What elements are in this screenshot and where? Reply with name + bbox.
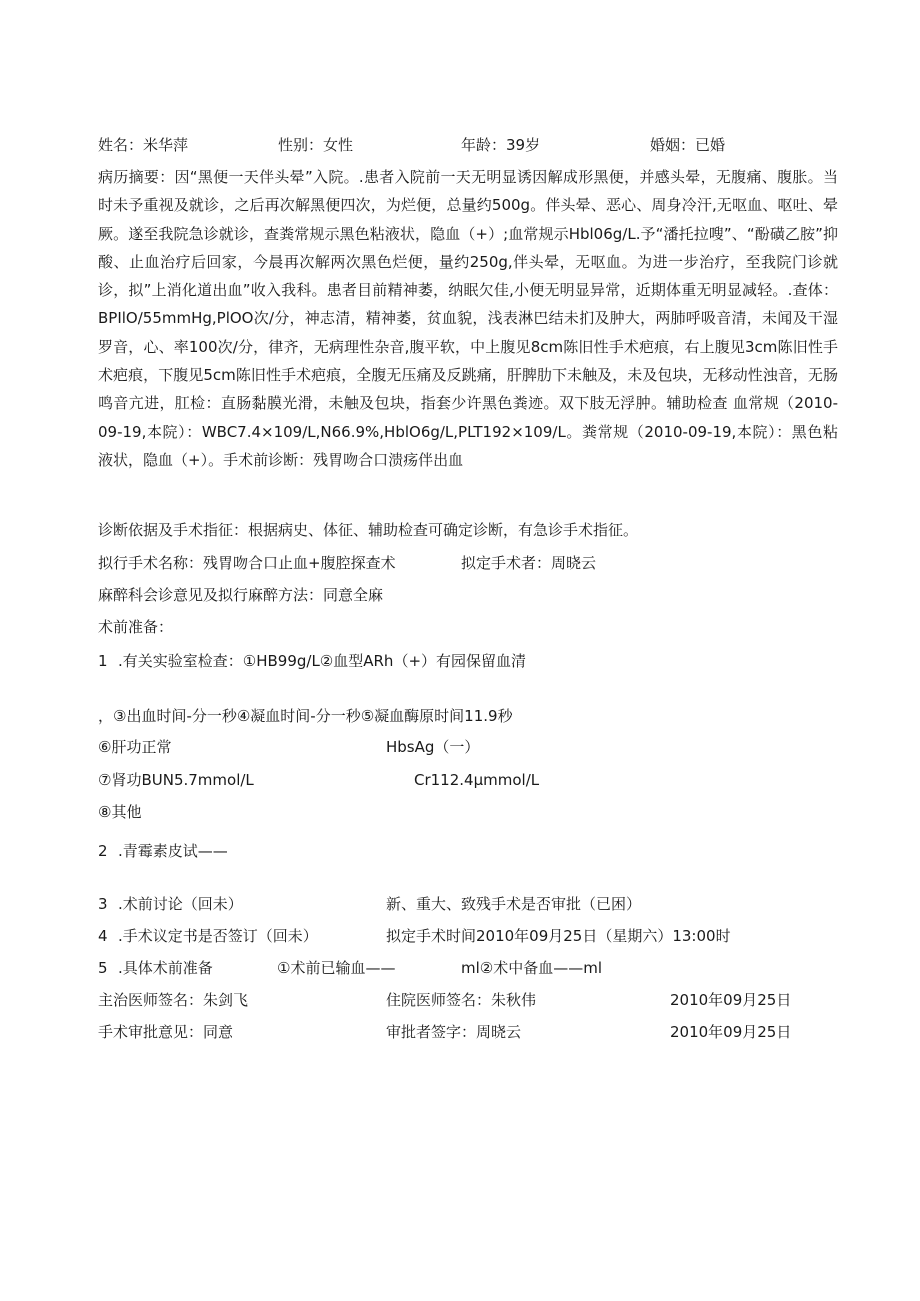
preop-transfusion: ①术前已输血—— (277, 959, 396, 977)
preop-item2-number: 2 (98, 842, 108, 860)
preop-item1-lab: .有关实验室检查：①HB99g/L②血型ARh（+）有园保留血清 (118, 652, 527, 670)
kidney-function: ⑦肾功BUN5.7mmol/L (98, 771, 254, 789)
approval-opinion: 手术审批意见：同意 (98, 1023, 234, 1041)
anesthesia: 麻醉科会诊意见及拟行麻醉方法：同意全麻 (98, 586, 384, 604)
other-tests: ⑧其他 (98, 803, 142, 821)
surgeon: 拟定手术者：周晓云 (461, 554, 597, 572)
liver-function: ⑥肝功正常 (98, 738, 172, 756)
preop-title: 术前准备： (98, 618, 174, 636)
preop-discussion: .术前讨论（回未） (118, 895, 243, 913)
hbsag-result: HbsAg（一） (386, 738, 480, 756)
penicillin-test: .青霉素皮试—— (118, 842, 228, 860)
preop-item3-number: 3 (98, 895, 108, 913)
diagnosis-basis: 诊断依据及手术指征：根据病史、体征、辅助检查可确定诊断，有急诊手术指征。 (98, 521, 639, 539)
specific-preparation: .具体术前准备 (118, 959, 213, 977)
history-summary (98, 163, 838, 474)
approver-signature: 审批者签字：周晓云 (386, 1023, 522, 1041)
preop-item5-number: 5 (98, 959, 108, 977)
preop-item1-continued: ，③出血时间-分一秒④凝血时间-分一秒⑤凝血酶原时间11.9秒 (98, 707, 513, 725)
intraop-blood-prep: ml②术中备血——ml (461, 959, 603, 977)
signature-date-1: 2010年09月25日 (670, 991, 792, 1009)
planned-surgery-time: 拟定手术时间2010年09月25日（星期六）13:00时 (386, 927, 731, 945)
consent-signed: .手术议定书是否签订（回未） (118, 927, 318, 945)
summary-label: 病历摘要： (98, 168, 175, 186)
preop-item4-number: 4 (98, 927, 108, 945)
patient-age: 年龄：39岁 (461, 136, 541, 154)
patient-name: 姓名：米华萍 (98, 136, 189, 154)
approval-status: 新、重大、致残手术是否审批（已困） (386, 895, 642, 913)
patient-marriage: 婚姻：已婚 (650, 136, 726, 154)
summary-text: 因“黑便一天伴头晕”入院。.患者入院前一天无明显诱因解成形黑便，并感头晕，无腹痛、腹胀。当时未予重视及就诊，之后再次解黑便四次，为烂便，总量约500g。伴头晕、恶心、周身冷汗,无呕血、呕吐、晕厥。遂至我院急诊就诊，查粪常规示黑色粘液状，隐血（+）;血常规示Hbl06g∕L.予“潘托拉嗖”、“酚磺乙胺”抑酸、止血治疗后回家，今晨再次解两次黑色烂便，量约250g,伴头晕，无呕血。为进一步治疗，至我院门诊就诊，拟”上消化道出血”收入我科。患者目前精神萎，纳眠欠佳,小便无明显异常，近期体重无明显减轻。.查体：BPIlO∕55mmHg,PlOO次/分，神志清，精神萎，贫血貌，浅表淋巴结未扪及肿大，两肺呼吸音清，未闻及干湿罗音，心、率100次/分，律齐，无病理性杂音,腹平软，中上腹见8cm陈旧性手术疤痕，右上腹见3cm陈旧性手术疤痕，下腹见5cm陈旧性手术疤痕，全腹无压痛及反跳痛，肝脾肋下未触及，未及包块，无移动性浊音，无肠鸣音亢进，肛检：直肠黏膜光滑，未触及包块，指套少许黑色粪迹。双下肢无浮肿。辅助检查 血常规（2010-09-19,本院）：WBC7.4×109∕L,N66.9%,HblO6g∕L,PLT192×109∕L。粪常规（2010-09-19,本院）：黑色粘液状，隐血（+）。手术前诊断：残胃吻合口溃疡伴出血 (98, 168, 838, 469)
patient-sex: 性别：女性 (278, 136, 354, 154)
attending-signature: 主治医师签名：朱剑飞 (98, 991, 249, 1009)
surgery-name: 拟行手术名称：残胃吻合口止血+腹腔探查术 (98, 554, 396, 572)
resident-signature: 住院医师签名：朱秋伟 (386, 991, 537, 1009)
signature-date-2: 2010年09月25日 (670, 1023, 792, 1041)
creatinine: Cr112.4μmmol/L (414, 771, 540, 789)
preop-item1-number: 1 (98, 652, 108, 670)
